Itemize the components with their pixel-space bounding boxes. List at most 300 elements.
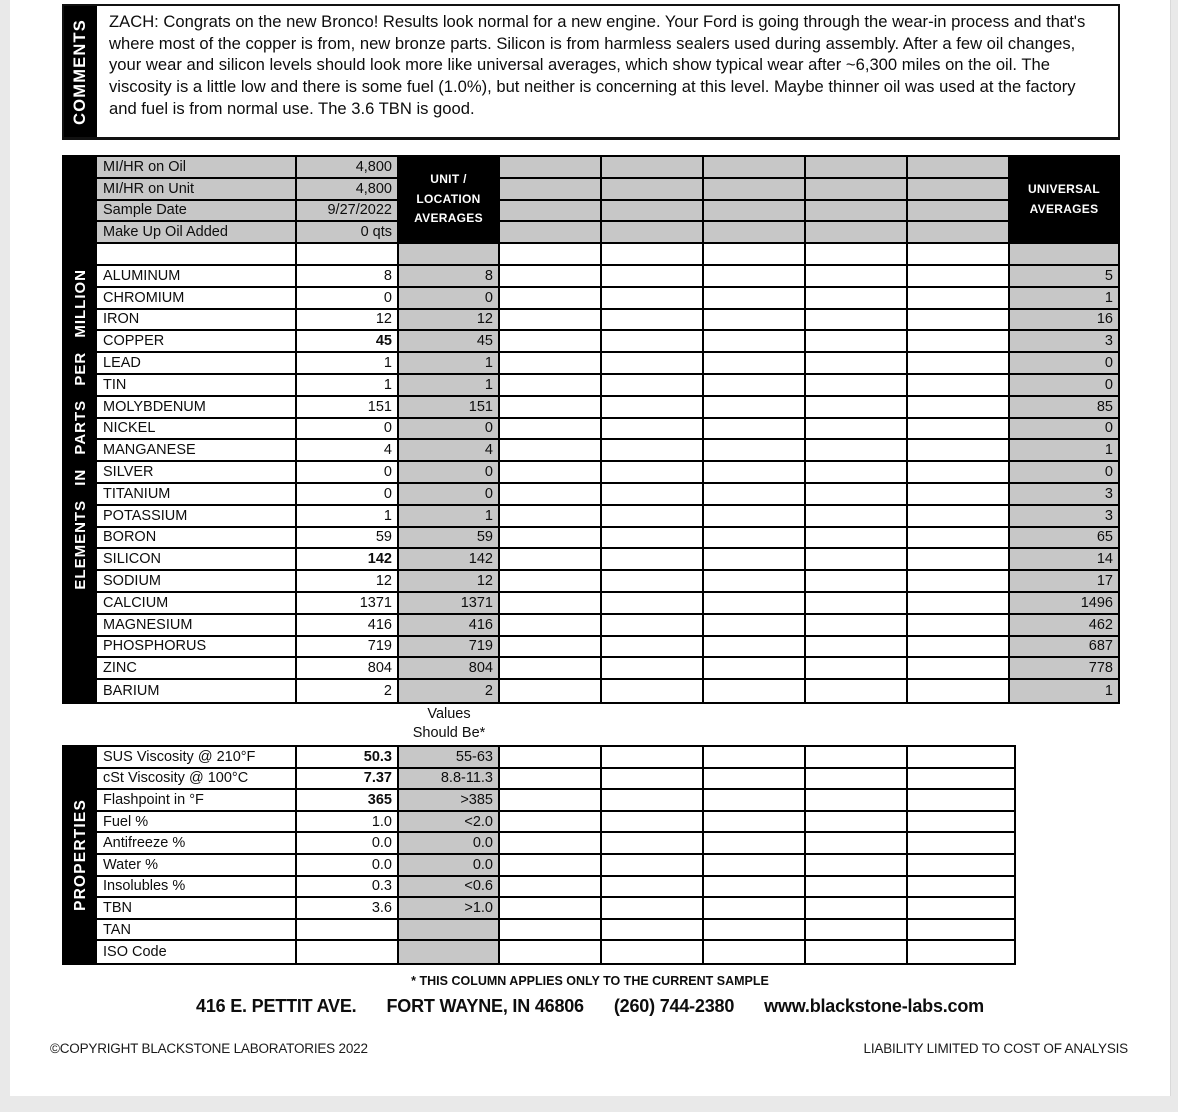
elements-section-label: ELEMENTS IN PARTS PER MILLION [72, 269, 89, 590]
comments-sidebar [64, 6, 97, 137]
properties-sidebar [64, 747, 97, 963]
spacer-cell [1010, 244, 1118, 266]
element-unit-average: 12 [399, 571, 500, 593]
empty-cell [500, 658, 602, 680]
element-unit-average: 804 [399, 658, 500, 680]
empty-cell [704, 310, 806, 332]
comments-section [62, 4, 1120, 140]
property-current-value [297, 941, 399, 963]
empty-cell [500, 637, 602, 659]
empty-cell [500, 506, 602, 528]
empty-cell [602, 201, 704, 223]
empty-cell [908, 375, 1010, 397]
property-should-be-value: 8.8-11.3 [399, 769, 500, 791]
empty-cell [602, 288, 704, 310]
element-universal-average: 778 [1010, 658, 1118, 680]
element-universal-average: 687 [1010, 637, 1118, 659]
element-universal-average: 1 [1010, 440, 1118, 462]
empty-cell [704, 201, 806, 223]
empty-cell [602, 747, 704, 769]
property-name-cell: TBN [97, 898, 297, 920]
empty-cell [602, 266, 704, 288]
element-universal-average: 1 [1010, 680, 1118, 702]
empty-cell [500, 898, 602, 920]
empty-cell [500, 571, 602, 593]
empty-cell [500, 549, 602, 571]
empty-cell [806, 528, 908, 550]
empty-cell [602, 462, 704, 484]
element-unit-average: 4 [399, 440, 500, 462]
empty-cell [806, 440, 908, 462]
empty-cell [500, 157, 602, 179]
empty-cell [908, 397, 1010, 419]
empty-cell [602, 593, 704, 615]
empty-cell [704, 571, 806, 593]
empty-cell [806, 833, 908, 855]
empty-cell [704, 637, 806, 659]
element-unit-average: 2 [399, 680, 500, 702]
copyright-row [50, 1041, 1128, 1056]
empty-cell [704, 658, 806, 680]
element-current-value: 4 [297, 440, 399, 462]
element-unit-average: 12 [399, 310, 500, 332]
sample-info-label: MI/HR on Oil [97, 157, 297, 179]
values-should-be-header: Values Should Be* [412, 706, 486, 741]
empty-cell [704, 375, 806, 397]
empty-cell [704, 288, 806, 310]
spacer-cell [806, 244, 908, 266]
empty-cell [806, 506, 908, 528]
liability-text: LIABILITY LIMITED TO COST OF ANALYSIS [863, 1041, 1128, 1056]
property-should-be-value: <2.0 [399, 812, 500, 834]
element-name-cell: BARIUM [97, 680, 297, 702]
empty-cell [500, 484, 602, 506]
empty-cell [806, 790, 908, 812]
element-current-value: 804 [297, 658, 399, 680]
sample-info-value: 0 qts [297, 222, 399, 244]
property-name-cell: Water % [97, 855, 297, 877]
empty-cell [602, 331, 704, 353]
empty-cell [908, 812, 1014, 834]
empty-cell [806, 222, 908, 244]
elements-grid [97, 157, 1118, 702]
empty-cell [602, 637, 704, 659]
empty-cell [602, 310, 704, 332]
element-universal-average: 0 [1010, 353, 1118, 375]
empty-cell [500, 790, 602, 812]
empty-cell [704, 877, 806, 899]
empty-cell [602, 549, 704, 571]
empty-cell [908, 941, 1014, 963]
empty-cell [602, 920, 704, 942]
empty-cell [500, 222, 602, 244]
empty-cell [602, 877, 704, 899]
empty-cell [908, 769, 1014, 791]
empty-cell [500, 266, 602, 288]
property-current-value: 0.0 [297, 855, 399, 877]
empty-cell [602, 222, 704, 244]
element-unit-average: 45 [399, 331, 500, 353]
property-should-be-value [399, 920, 500, 942]
sample-info-label: Make Up Oil Added [97, 222, 297, 244]
element-name-cell: CHROMIUM [97, 288, 297, 310]
empty-cell [500, 855, 602, 877]
empty-cell [704, 331, 806, 353]
element-current-value: 1 [297, 375, 399, 397]
element-name-cell: SILVER [97, 462, 297, 484]
empty-cell [806, 593, 908, 615]
element-name-cell: ZINC [97, 658, 297, 680]
empty-cell [806, 920, 908, 942]
empty-cell [908, 898, 1014, 920]
empty-cell [602, 397, 704, 419]
empty-cell [806, 419, 908, 441]
empty-cell [806, 331, 908, 353]
empty-cell [704, 179, 806, 201]
property-current-value: 50.3 [297, 747, 399, 769]
element-unit-average: 59 [399, 528, 500, 550]
property-name-cell: Fuel % [97, 812, 297, 834]
element-universal-average: 3 [1010, 484, 1118, 506]
element-current-value: 12 [297, 571, 399, 593]
element-name-cell: NICKEL [97, 419, 297, 441]
property-should-be-value: 55-63 [399, 747, 500, 769]
empty-cell [806, 898, 908, 920]
empty-cell [704, 549, 806, 571]
empty-cell [806, 288, 908, 310]
element-unit-average: 1 [399, 506, 500, 528]
empty-cell [500, 769, 602, 791]
empty-cell [908, 747, 1014, 769]
element-universal-average: 5 [1010, 266, 1118, 288]
empty-cell [908, 157, 1010, 179]
empty-cell [806, 157, 908, 179]
property-name-cell: SUS Viscosity @ 210°F [97, 747, 297, 769]
empty-cell [704, 528, 806, 550]
empty-cell [602, 941, 704, 963]
empty-cell [500, 941, 602, 963]
element-unit-average: 142 [399, 549, 500, 571]
empty-cell [500, 680, 602, 702]
element-name-cell: MAGNESIUM [97, 615, 297, 637]
property-current-value: 3.6 [297, 898, 399, 920]
element-universal-average: 3 [1010, 331, 1118, 353]
empty-cell [500, 201, 602, 223]
empty-cell [500, 920, 602, 942]
empty-cell [602, 419, 704, 441]
element-universal-average: 0 [1010, 375, 1118, 397]
empty-cell [602, 833, 704, 855]
element-current-value: 1371 [297, 593, 399, 615]
empty-cell [908, 637, 1010, 659]
empty-cell [806, 615, 908, 637]
element-universal-average: 1 [1010, 288, 1118, 310]
property-should-be-value: >385 [399, 790, 500, 812]
element-current-value: 1 [297, 506, 399, 528]
element-current-value: 45 [297, 331, 399, 353]
empty-cell [602, 179, 704, 201]
empty-cell [806, 266, 908, 288]
empty-cell [908, 310, 1010, 332]
properties-grid [97, 747, 1014, 963]
empty-cell [704, 680, 806, 702]
empty-cell [500, 397, 602, 419]
empty-cell [908, 179, 1010, 201]
empty-cell [908, 920, 1014, 942]
element-current-value: 0 [297, 419, 399, 441]
empty-cell [806, 747, 908, 769]
element-unit-average: 416 [399, 615, 500, 637]
empty-cell [500, 593, 602, 615]
empty-cell [908, 528, 1010, 550]
empty-cell [500, 440, 602, 462]
element-name-cell: LEAD [97, 353, 297, 375]
empty-cell [500, 331, 602, 353]
empty-cell [602, 680, 704, 702]
element-universal-average: 65 [1010, 528, 1118, 550]
empty-cell [908, 549, 1010, 571]
element-unit-average: 0 [399, 462, 500, 484]
empty-cell [806, 855, 908, 877]
unit-location-averages-header: UNIT / LOCATION AVERAGES [399, 157, 500, 244]
lab-address-line [10, 996, 1170, 1017]
sample-info-label: MI/HR on Unit [97, 179, 297, 201]
element-universal-average: 0 [1010, 419, 1118, 441]
element-universal-average: 17 [1010, 571, 1118, 593]
element-name-cell: TIN [97, 375, 297, 397]
empty-cell [500, 877, 602, 899]
element-universal-average: 85 [1010, 397, 1118, 419]
element-universal-average: 14 [1010, 549, 1118, 571]
element-name-cell: MOLYBDENUM [97, 397, 297, 419]
element-unit-average: 151 [399, 397, 500, 419]
empty-cell [704, 941, 806, 963]
element-current-value: 12 [297, 310, 399, 332]
sample-info-value: 4,800 [297, 157, 399, 179]
empty-cell [806, 484, 908, 506]
properties-section-label: PROPERTIES [71, 799, 89, 911]
empty-cell [500, 310, 602, 332]
empty-cell [500, 833, 602, 855]
element-current-value: 719 [297, 637, 399, 659]
empty-cell [500, 615, 602, 637]
empty-cell [602, 157, 704, 179]
empty-cell [704, 833, 806, 855]
empty-cell [602, 898, 704, 920]
empty-cell [500, 288, 602, 310]
empty-cell [806, 658, 908, 680]
universal-averages-header: UNIVERSAL AVERAGES [1010, 157, 1118, 244]
empty-cell [500, 812, 602, 834]
empty-cell [602, 790, 704, 812]
empty-cell [908, 593, 1010, 615]
empty-cell [908, 288, 1010, 310]
property-should-be-value: 0.0 [399, 855, 500, 877]
element-universal-average: 16 [1010, 310, 1118, 332]
empty-cell [602, 375, 704, 397]
empty-cell [602, 484, 704, 506]
empty-cell [806, 397, 908, 419]
empty-cell [602, 855, 704, 877]
empty-cell [908, 419, 1010, 441]
lab-phone: (260) 744-2380 [613, 996, 735, 1016]
column-note: * THIS COLUMN APPLIES ONLY TO THE CURRENT SAMPLE [411, 974, 769, 988]
element-name-cell: CALCIUM [97, 593, 297, 615]
empty-cell [500, 747, 602, 769]
element-name-cell: ALUMINUM [97, 266, 297, 288]
empty-cell [806, 637, 908, 659]
element-current-value: 0 [297, 462, 399, 484]
empty-cell [704, 222, 806, 244]
empty-cell [908, 790, 1014, 812]
property-should-be-value: <0.6 [399, 877, 500, 899]
empty-cell [602, 528, 704, 550]
empty-cell [602, 769, 704, 791]
empty-cell [806, 571, 908, 593]
property-current-value: 365 [297, 790, 399, 812]
property-current-value: 0.3 [297, 877, 399, 899]
empty-cell [704, 462, 806, 484]
element-unit-average: 0 [399, 484, 500, 506]
element-unit-average: 1371 [399, 593, 500, 615]
sample-info-label: Sample Date [97, 201, 297, 223]
empty-cell [602, 658, 704, 680]
empty-cell [806, 179, 908, 201]
element-name-cell: SODIUM [97, 571, 297, 593]
property-should-be-value: 0.0 [399, 833, 500, 855]
properties-table [62, 745, 1016, 965]
element-universal-average: 0 [1010, 462, 1118, 484]
empty-cell [500, 528, 602, 550]
element-current-value: 142 [297, 549, 399, 571]
empty-cell [500, 179, 602, 201]
lab-street-address: 416 E. PETTIT AVE. [196, 996, 357, 1016]
empty-cell [806, 769, 908, 791]
empty-cell [806, 310, 908, 332]
elements-sidebar [64, 157, 97, 702]
element-universal-average: 1496 [1010, 593, 1118, 615]
empty-cell [704, 484, 806, 506]
empty-cell [500, 353, 602, 375]
property-name-cell: cSt Viscosity @ 100°C [97, 769, 297, 791]
element-universal-average: 3 [1010, 506, 1118, 528]
empty-cell [602, 353, 704, 375]
empty-cell [806, 201, 908, 223]
element-name-cell: TITANIUM [97, 484, 297, 506]
sample-info-value: 9/27/2022 [297, 201, 399, 223]
lab-city-state-zip: FORT WAYNE, IN 46806 [386, 996, 584, 1016]
empty-cell [806, 941, 908, 963]
element-name-cell: MANGANESE [97, 440, 297, 462]
empty-cell [908, 440, 1010, 462]
empty-cell [908, 201, 1010, 223]
empty-cell [908, 266, 1010, 288]
empty-cell [602, 615, 704, 637]
property-name-cell: Antifreeze % [97, 833, 297, 855]
spacer-cell [297, 244, 399, 266]
empty-cell [704, 353, 806, 375]
empty-cell [704, 769, 806, 791]
element-current-value: 1 [297, 353, 399, 375]
spacer-cell [500, 244, 602, 266]
property-name-cell: Insolubles % [97, 877, 297, 899]
empty-cell [806, 680, 908, 702]
element-current-value: 416 [297, 615, 399, 637]
empty-cell [806, 549, 908, 571]
empty-cell [602, 506, 704, 528]
empty-cell [908, 462, 1010, 484]
spacer-cell [704, 244, 806, 266]
empty-cell [704, 266, 806, 288]
element-universal-average: 462 [1010, 615, 1118, 637]
spacer-cell [908, 244, 1010, 266]
lab-website[interactable]: www.blackstone-labs.com [764, 996, 984, 1016]
empty-cell [704, 593, 806, 615]
empty-cell [704, 397, 806, 419]
empty-cell [908, 877, 1014, 899]
property-name-cell: ISO Code [97, 941, 297, 963]
empty-cell [806, 462, 908, 484]
property-should-be-value: >1.0 [399, 898, 500, 920]
element-name-cell: BORON [97, 528, 297, 550]
empty-cell [704, 157, 806, 179]
comments-section-label: COMMENTS [71, 18, 89, 125]
property-current-value: 7.37 [297, 769, 399, 791]
property-should-be-value [399, 941, 500, 963]
empty-cell [500, 375, 602, 397]
element-unit-average: 0 [399, 419, 500, 441]
element-name-cell: COPPER [97, 331, 297, 353]
element-name-cell: SILICON [97, 549, 297, 571]
element-current-value: 8 [297, 266, 399, 288]
empty-cell [500, 462, 602, 484]
empty-cell [908, 331, 1010, 353]
element-current-value: 59 [297, 528, 399, 550]
element-name-cell: IRON [97, 310, 297, 332]
spacer-cell [399, 244, 500, 266]
empty-cell [908, 615, 1010, 637]
empty-cell [704, 440, 806, 462]
empty-cell [806, 353, 908, 375]
copyright-text: ©COPYRIGHT BLACKSTONE LABORATORIES 2022 [50, 1041, 368, 1056]
elements-table [62, 155, 1120, 704]
empty-cell [908, 833, 1014, 855]
empty-cell [908, 680, 1010, 702]
element-unit-average: 0 [399, 288, 500, 310]
empty-cell [908, 353, 1010, 375]
property-current-value: 0.0 [297, 833, 399, 855]
element-current-value: 2 [297, 680, 399, 702]
element-current-value: 0 [297, 288, 399, 310]
report-document [10, 0, 1171, 1096]
empty-cell [806, 812, 908, 834]
empty-cell [704, 812, 806, 834]
sample-info-value: 4,800 [297, 179, 399, 201]
spacer-cell [602, 244, 704, 266]
empty-cell [908, 484, 1010, 506]
empty-cell [602, 571, 704, 593]
element-name-cell: POTASSIUM [97, 506, 297, 528]
empty-cell [806, 877, 908, 899]
empty-cell [908, 571, 1010, 593]
empty-cell [704, 790, 806, 812]
empty-cell [704, 615, 806, 637]
empty-cell [704, 419, 806, 441]
empty-cell [908, 506, 1010, 528]
element-current-value: 0 [297, 484, 399, 506]
property-name-cell: Flashpoint in °F [97, 790, 297, 812]
empty-cell [704, 920, 806, 942]
